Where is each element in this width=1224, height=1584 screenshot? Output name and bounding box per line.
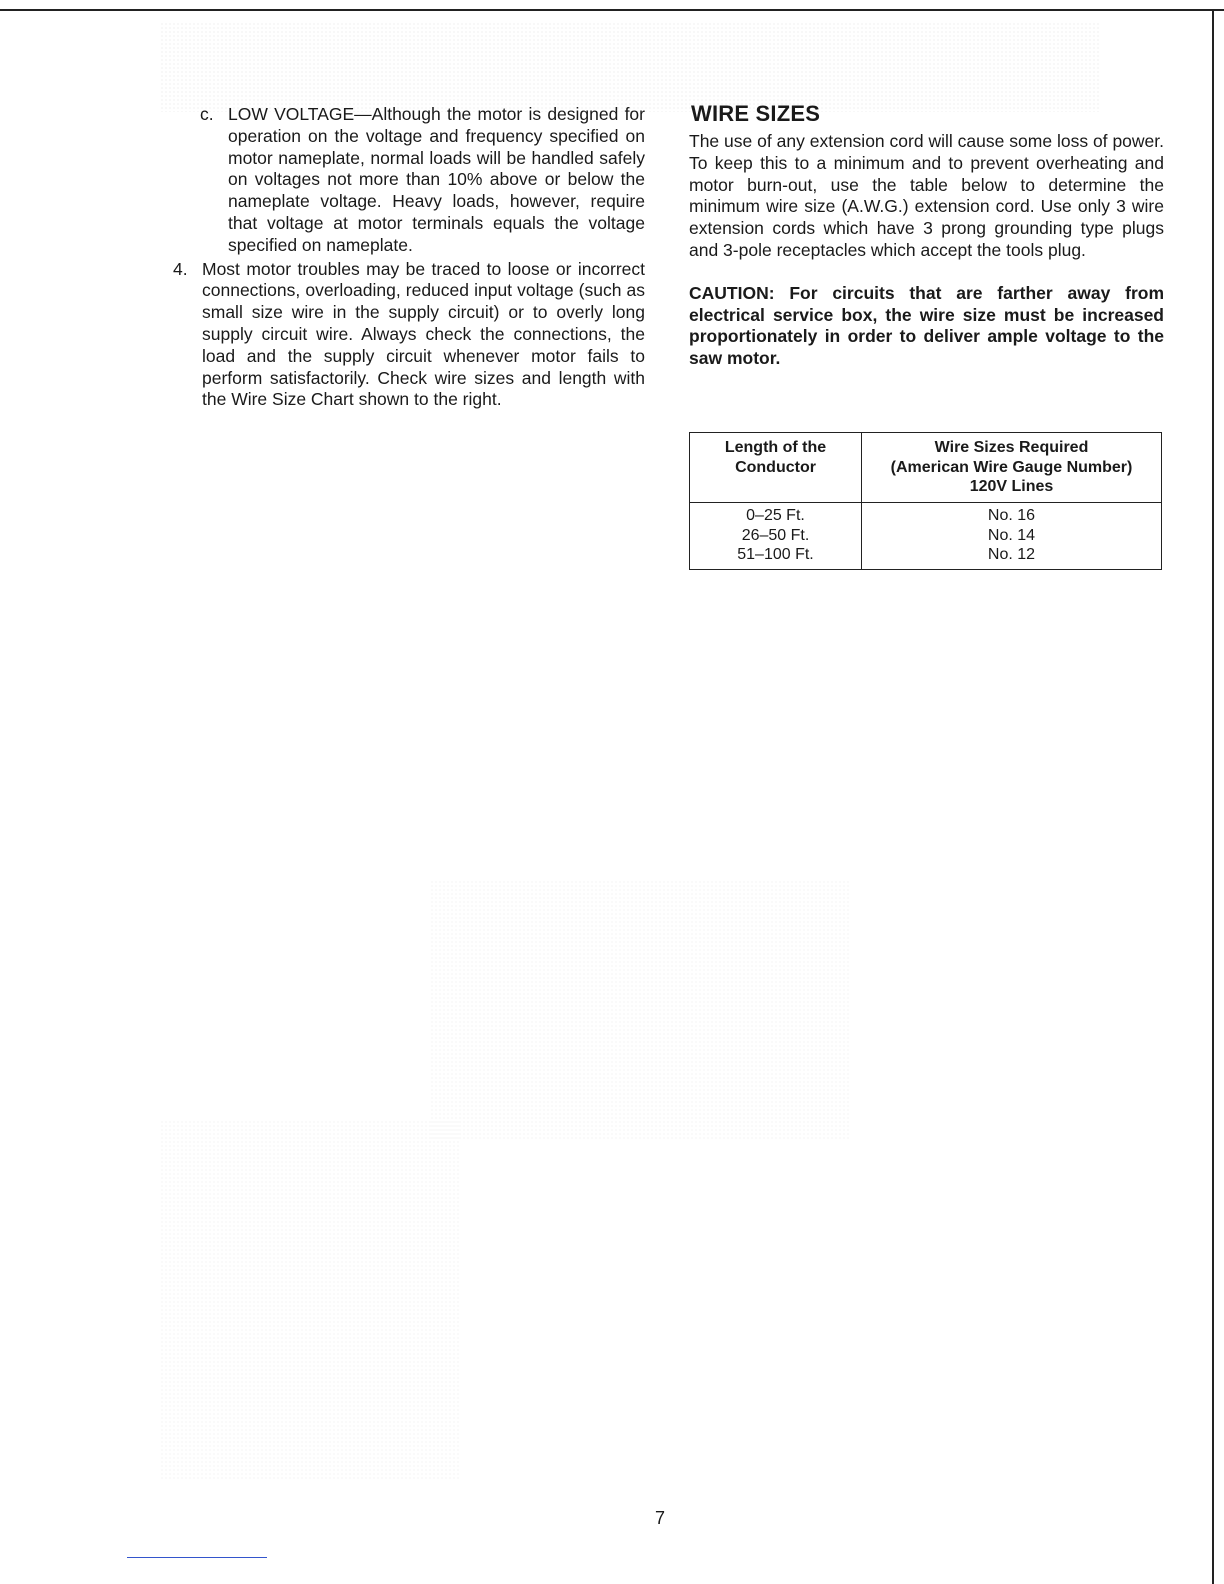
table-row <box>690 503 1162 570</box>
page-number: 7 <box>655 1508 666 1528</box>
page-frame-right <box>1212 9 1214 1584</box>
header-text: 120V Lines <box>969 478 1054 495</box>
header-length <box>690 433 862 503</box>
size-value: No. 14 <box>987 526 1036 544</box>
table-header-row <box>690 433 1162 503</box>
wire-sizes-body: The use of any extension cord will cause some loss of power. To keep this to a minimum and to prevent overheating and motor burn-out, use the table below to determine the minimum wire size (A.W.G.) extension cord. Use only 3 wire extension cords which have 3 prong grounding type plugs and 3-pole receptacles which accept the tools plug. <box>689 131 1164 260</box>
list-marker: 4. <box>173 258 188 279</box>
wire-sizes-section <box>689 100 1164 370</box>
page-frame-top <box>0 9 1224 11</box>
list-marker: c. <box>200 104 214 124</box>
length-cell <box>690 503 862 570</box>
size-value: No. 12 <box>987 546 1036 563</box>
motor-troubles-text: Most motor troubles may be traced to loose or incorrect connections, overloading, reduced input voltage (such as small size wire in the supply circuit) or to overly long supply circuit wire. Always check the connections, the load and the supply circuit whenever motor fails to perform satisfactorily. Check wire sizes and length with the Wire Size Chart shown to the right. <box>202 258 645 410</box>
length-value: 51–100 Ft. <box>737 546 814 563</box>
list-item-motor-troubles <box>170 259 645 412</box>
low-voltage-text: LOW VOLTAGE—Although the motor is designed for operation on the voltage and frequency specified on motor nameplate, normal loads will be handled safely on voltages not more than 10% above or below the nameplate voltage. Heavy loads, however, require that voltage at motor terminals equals the voltage specified on nameplate. <box>228 104 645 255</box>
size-cell <box>862 503 1162 570</box>
wire-size-table <box>689 432 1162 570</box>
header-text: (American Wire Gauge Number) <box>890 458 1133 476</box>
scan-noise <box>160 22 1100 112</box>
scan-noise <box>160 1120 460 1480</box>
scan-noise <box>430 880 850 1140</box>
caution-text: CAUTION: For circuits that are farther away from electrical service box, the wire size must be increased proportionately in order to deliver ample voltage to the saw motor. <box>689 282 1164 369</box>
header-text: Conductor <box>735 458 816 476</box>
header-wire-size <box>862 433 1162 503</box>
header-text: Wire Sizes Required <box>934 439 1089 456</box>
length-value: 26–50 Ft. <box>741 526 810 544</box>
list-item-low-voltage <box>170 104 645 257</box>
section-heading: WIRE SIZES <box>691 101 821 126</box>
left-column <box>170 104 645 411</box>
size-value: No. 16 <box>987 507 1036 524</box>
header-text: Length of the <box>724 439 827 456</box>
bottom-rule <box>127 1557 267 1558</box>
length-value: 0–25 Ft. <box>746 507 805 524</box>
